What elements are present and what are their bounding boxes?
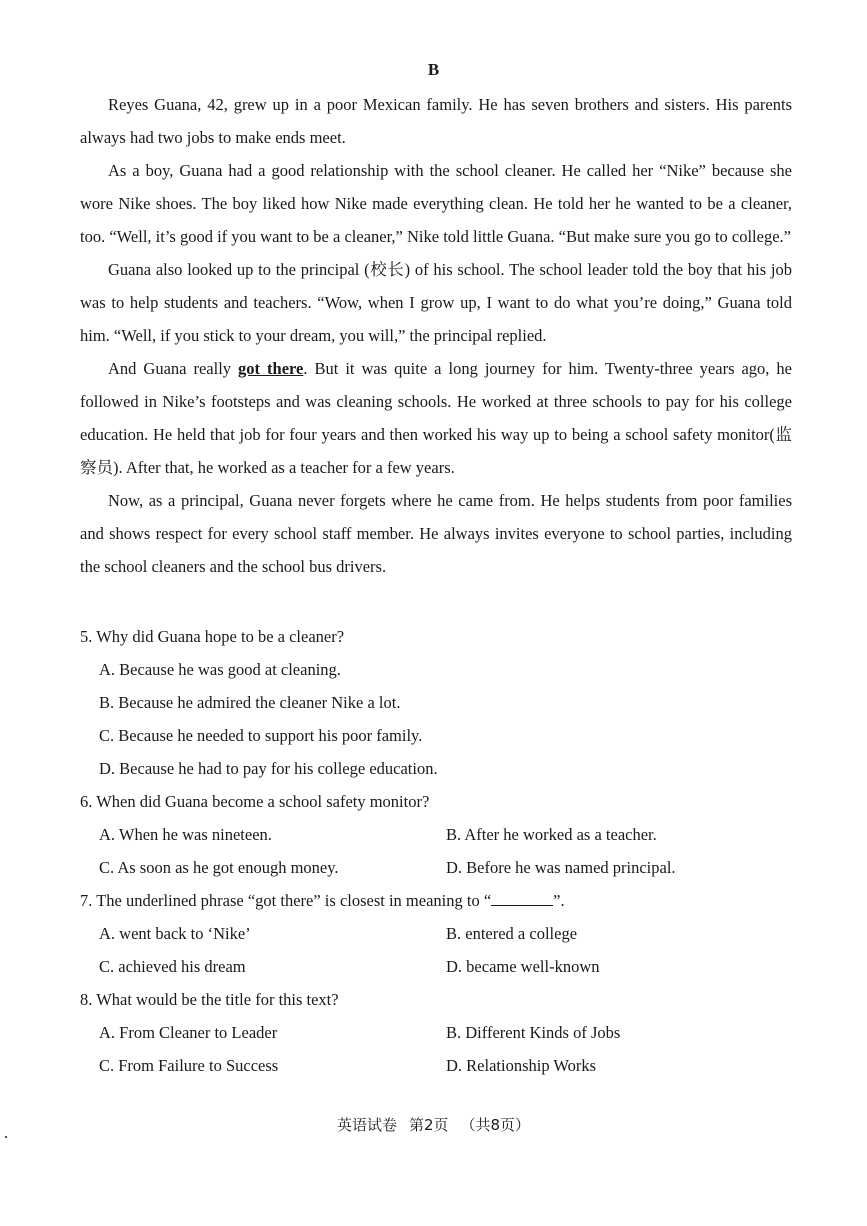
passage-paragraph-5: Now, as a principal, Guana never forgets where he came from. He helps students from poor families and shows respect for every school staff member. He always invites everyone to school parties, including the school cleaners and the school bus drivers.: [80, 491, 792, 576]
footer-page-number: 第2页: [408, 1116, 449, 1134]
question-8-option-c: C. From Failure to Success: [99, 1056, 279, 1075]
question-7-option-d: D. became well-known: [446, 957, 600, 976]
question-8-options-row-2: [80, 1049, 792, 1082]
question-7-stem: [80, 884, 792, 917]
question-6-option-d: D. Before he was named principal.: [446, 858, 676, 877]
passage-paragraph-3: Guana also looked up to the principal (校长) of his school. The school leader told the boy that his job was to help students and teachers. “Wow, when I grow up, I want to do what you’re doing,” Guana told him. “Well, if you stick to your dream, you will,” the principal replied.: [80, 260, 792, 345]
question-6-stem: 6. When did Guana become a school safety monitor?: [80, 792, 430, 811]
answer-blank: [491, 887, 553, 906]
question-7-option-a: A. went back to ‘Nike’: [99, 924, 251, 943]
page-footer: [0, 1114, 867, 1135]
question-6-option-b: B. After he worked as a teacher.: [446, 825, 657, 844]
scan-speck: [5, 1136, 7, 1138]
passage-paragraph-2: As a boy, Guana had a good relationship with the school cleaner. He called her “Nike” because she wore Nike shoes. The boy liked how Nike made everything clean. He told her he wanted to be a cleaner, too. “Well, it’s good if you want to be a cleaner,” Nike told little Guana. “But make sure you go to college.”: [80, 161, 792, 246]
question-6-options-row-2: [80, 851, 792, 884]
footer-subject: 英语试卷: [336, 1116, 397, 1134]
question-7-option-c: C. achieved his dream: [99, 957, 246, 976]
question-8-option-d: D. Relationship Works: [446, 1056, 597, 1075]
underlined-phrase: got there: [238, 359, 304, 378]
question-5-option-d: D. Because he had to pay for his college education.: [99, 759, 438, 778]
question-6-option-c: C. As soon as he got enough money.: [99, 858, 339, 877]
question-7-stem-start: 7. The underlined phrase “got there” is closest in meaning to “: [80, 891, 492, 910]
question-6-option-a: A. When he was nineteen.: [99, 825, 272, 844]
passage-paragraph-1: Reyes Guana, 42, grew up in a poor Mexican family. He has seven brothers and sisters. His parents always had two jobs to make ends meet.: [80, 95, 792, 147]
question-8-stem: 8. What would be the title for this text?: [80, 990, 339, 1009]
question-7-options-row-2: [80, 950, 792, 983]
paragraph-4-start: And Guana really: [108, 359, 239, 378]
question-5-option-a: A. Because he was good at cleaning.: [99, 660, 341, 679]
passage-paragraph-4: [80, 352, 792, 484]
section-letter: B: [427, 60, 440, 79]
question-5-option-b: B. Because he admired the cleaner Nike a lot.: [99, 693, 401, 712]
question-6-options-row-1: [80, 818, 792, 851]
paragraph-4-rest: . But it was quite a long journey for him. Twenty-three years ago, he followed in Nike’s footsteps and was cleaning schools. He worked at three schools to pay for his college education. He held that job for four years and then worked his way up to being a school safety monitor(监察员). After that, he worked as a teacher for a few years.: [80, 359, 793, 477]
reading-passage: [80, 88, 792, 583]
question-8-options-row-1: [80, 1016, 792, 1049]
question-list: [80, 620, 792, 1082]
question-8-option-a: A. From Cleaner to Leader: [99, 1023, 278, 1042]
question-7-stem-end: ”.: [553, 891, 565, 910]
question-8-option-b: B. Different Kinds of Jobs: [446, 1023, 621, 1042]
question-7-option-b: B. entered a college: [446, 924, 578, 943]
footer-total-pages: （共8页）: [460, 1116, 531, 1134]
question-7-options-row-1: [80, 917, 792, 950]
question-5-stem: 5. Why did Guana hope to be a cleaner?: [80, 627, 345, 646]
question-5-option-c: C. Because he needed to support his poor family.: [99, 726, 423, 745]
